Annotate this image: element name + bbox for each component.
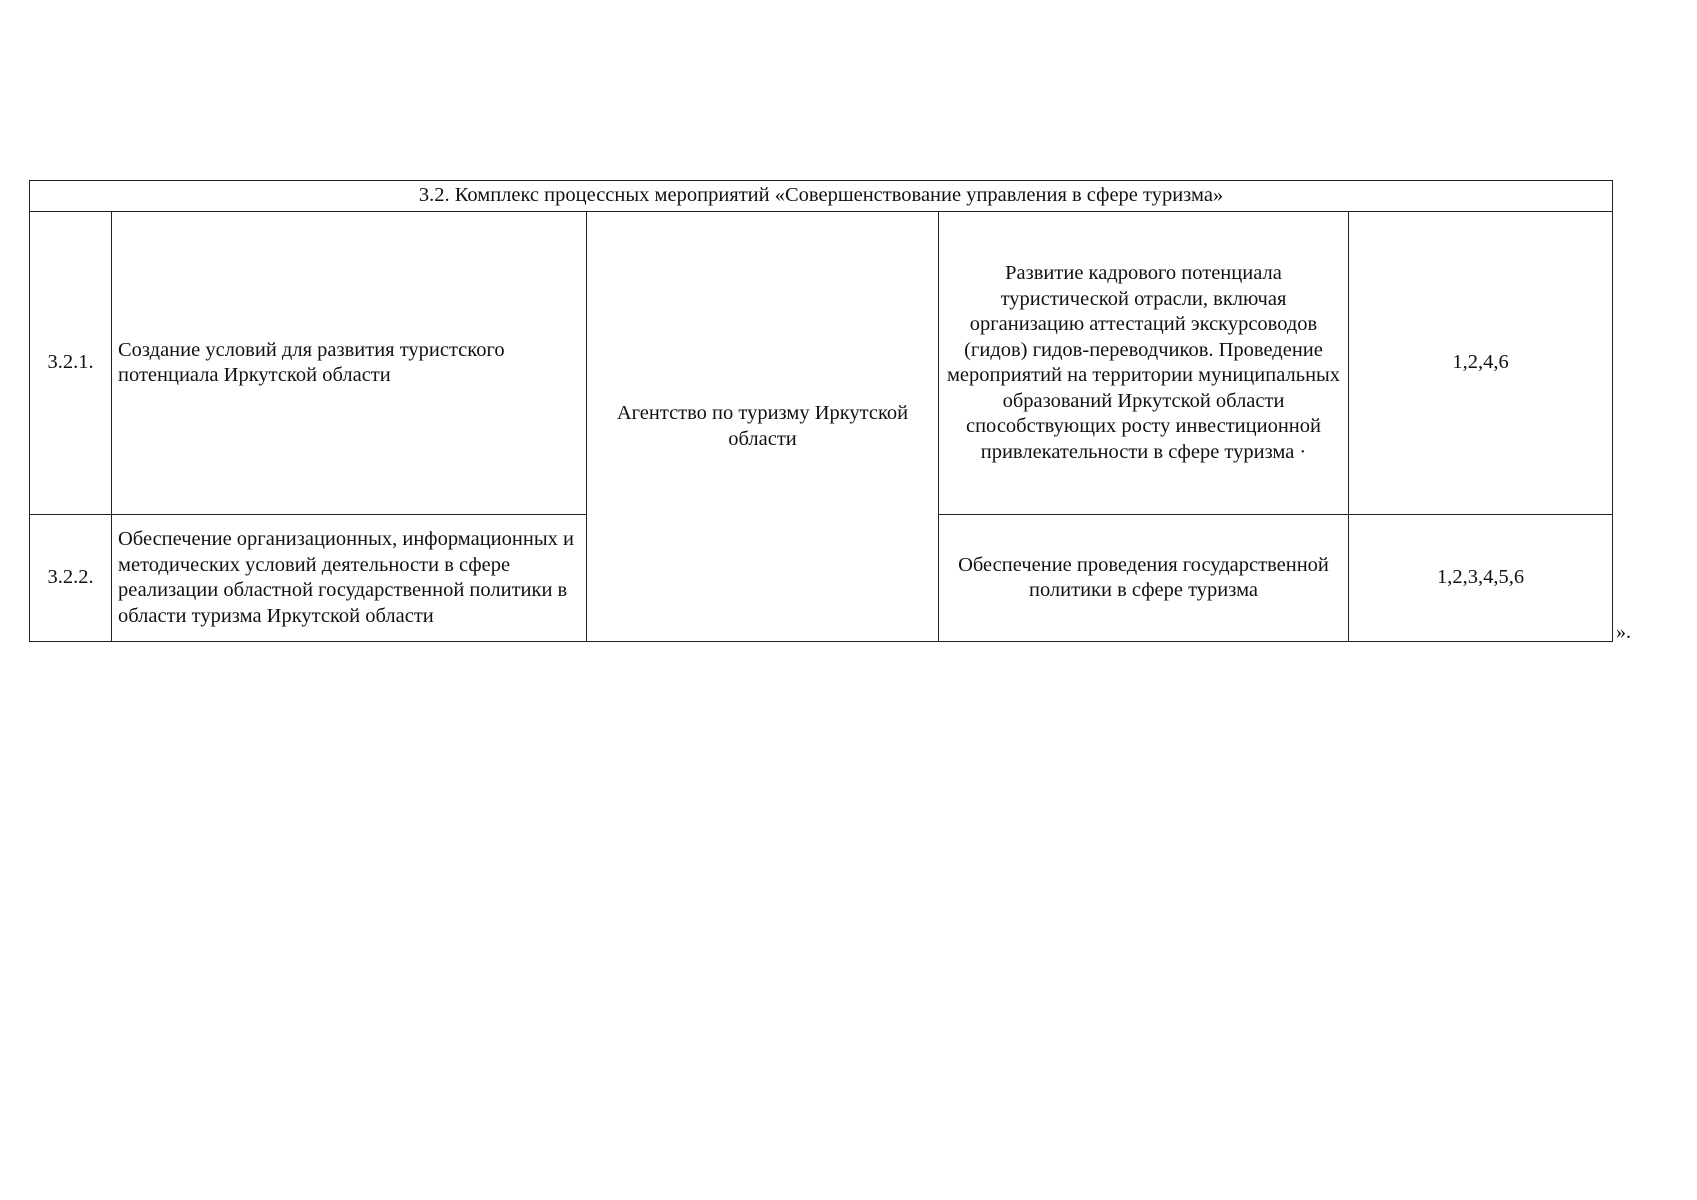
indicator-numbers: 1,2,3,4,5,6 <box>1349 515 1613 642</box>
section-header-row <box>30 181 1613 212</box>
closing-quote-mark: ». <box>1616 621 1631 643</box>
expected-result: Обеспечение проведения государственной политики в сфере туризма <box>939 515 1349 642</box>
row-number: 3.2.1. <box>30 212 112 515</box>
measures-table <box>29 180 1613 642</box>
measure-name: Создание условий для развития туристского потенциала Иркутской области <box>112 212 587 515</box>
section-title: 3.2. Комплекс процессных мероприятий «Совершенствование управления в сфере туризма» <box>30 181 1613 212</box>
table-row <box>30 212 1613 515</box>
measure-name: Обеспечение организационных, информационных и методических условий деятельности в сфере реализации областной государственной политики в области туризма Иркутской области <box>112 515 587 642</box>
expected-result: Развитие кадрового потенциала туристической отрасли, включая организацию аттестаций экскурсоводов (гидов) гидов-переводчиков. Проведение мероприятий на территории муниципальных образований Иркутской области способствующих росту инвестиционной привлекательности в сфере туризма · <box>939 212 1349 515</box>
row-number: 3.2.2. <box>30 515 112 642</box>
executor-cell: Агентство по туризму Иркутской области <box>587 212 939 642</box>
indicator-numbers: 1,2,4,6 <box>1349 212 1613 515</box>
